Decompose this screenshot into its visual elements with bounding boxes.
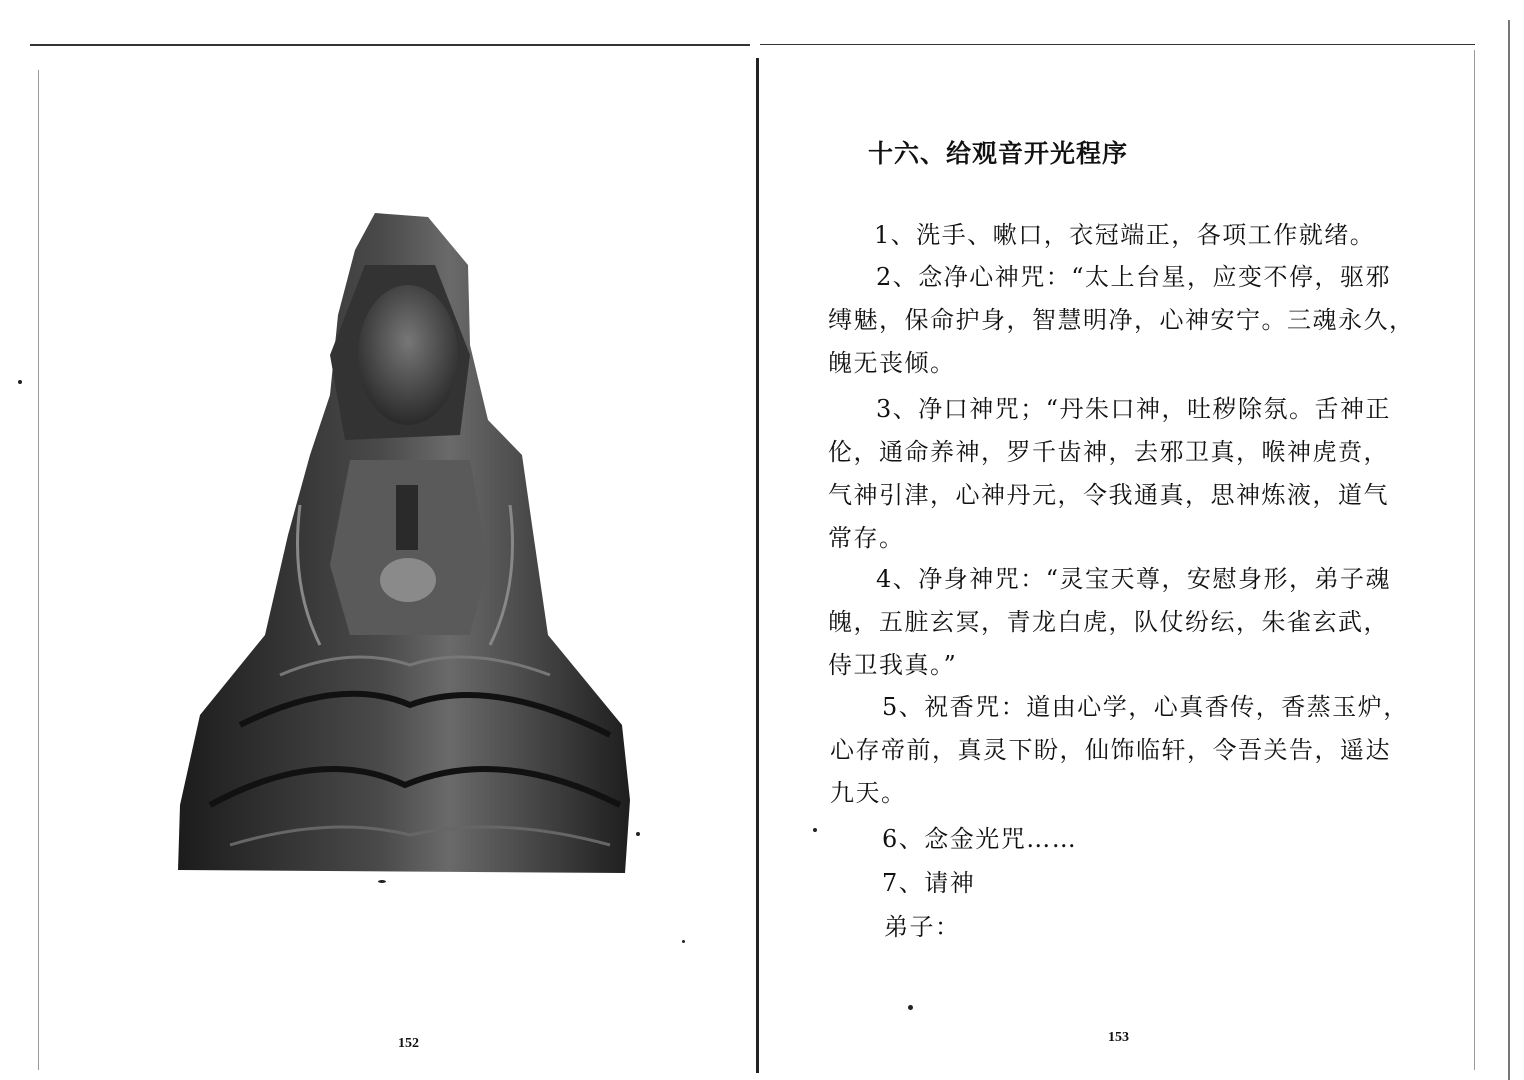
right-page [760, 0, 1524, 1080]
text-line: 伦，通命养神，罗千齿神，去邪卫真，喉神虎贲， [828, 438, 1389, 466]
paragraph-8 [884, 906, 961, 949]
text-line: 5、祝香咒：道由心学，心真香传，香蒸玉炉， [882, 693, 1409, 721]
text-line: 心存帝前，真灵下盼，仙饰临轩，令吾关告，遥达 [830, 736, 1391, 764]
paragraph-5 [830, 686, 1409, 815]
text-line: 常存。 [828, 524, 905, 552]
text-line: 气神引津，心神丹元，令我通真，思神炼液，道气 [828, 481, 1389, 509]
chapter-title: 十六、给观音开光程序 [868, 139, 1129, 168]
paragraph-6 [882, 818, 1077, 861]
book-gutter [756, 58, 759, 1073]
paragraph-4 [828, 558, 1391, 687]
text-line: 1、洗手、嗽口，衣冠端正，各项工作就绪。 [874, 221, 1376, 249]
text-line: 魄，五脏玄冥，青龙白虎，队仗纷纭，朱雀玄武， [828, 608, 1389, 636]
text-line: 7、请神 [882, 869, 976, 897]
text-line: 魄无丧倾。 [828, 349, 956, 377]
text-line: 缚魅，保命护身，智慧明净，心神安宁。三魂永久， [828, 306, 1415, 334]
guanyin-statue-image [170, 205, 640, 875]
left-page [0, 0, 756, 1080]
text-line: 2、念净心神咒：“太上台星，应变不停，驱邪 [876, 263, 1392, 291]
text-line: 九天。 [830, 779, 907, 807]
text-line: 3、净口神咒；“丹朱口神，吐秽除氛。舌神正 [876, 395, 1392, 423]
text-line: 6、念金光咒…… [882, 825, 1078, 853]
page-number-right: 153 [1108, 1030, 1129, 1045]
text-line: 4、净身神咒：“灵宝天尊，安慰身形，弟子魂 [876, 565, 1392, 593]
text-line: 弟子： [884, 913, 961, 941]
paragraph-7 [882, 862, 975, 905]
paragraph-3 [828, 388, 1391, 560]
page-number-left: 152 [398, 1036, 419, 1051]
paragraph-1 [874, 214, 1375, 257]
text-line: 侍卫我真。” [828, 651, 958, 679]
paragraph-2 [828, 256, 1415, 385]
